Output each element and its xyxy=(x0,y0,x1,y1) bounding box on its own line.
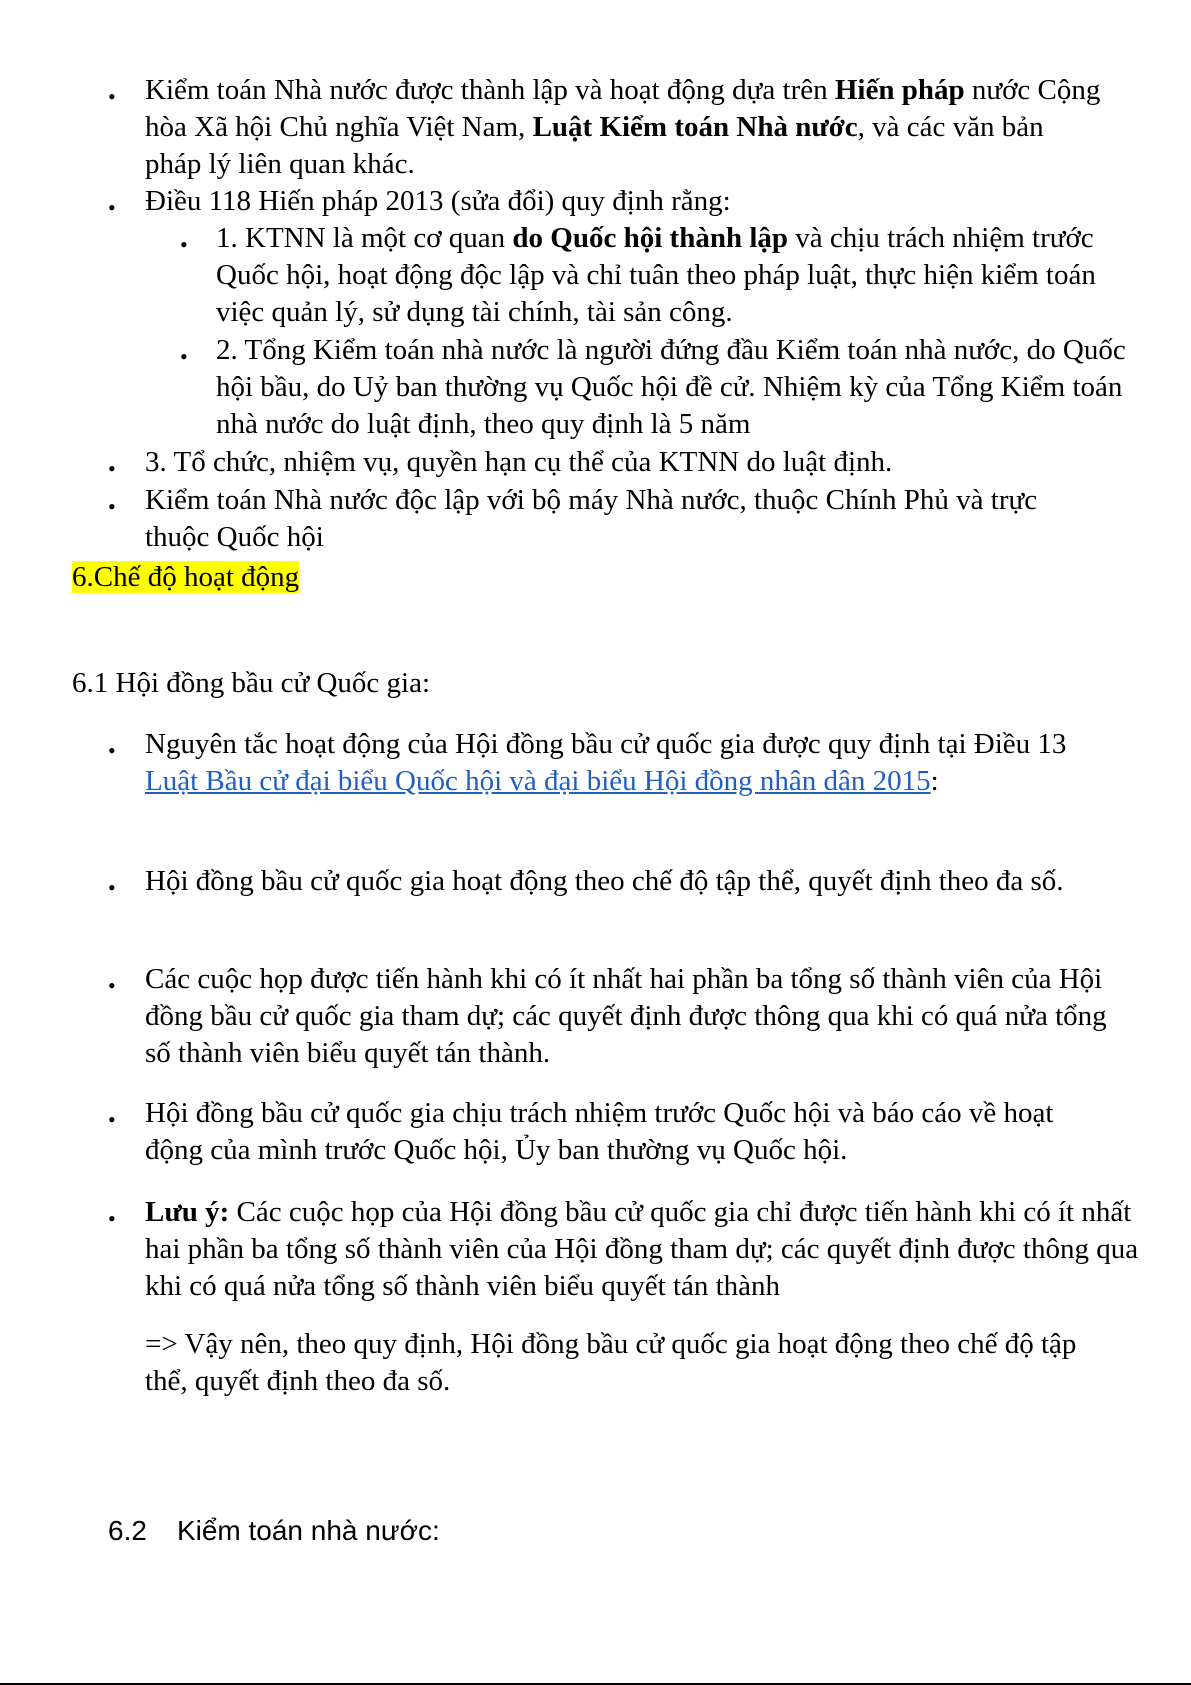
item-text: Nguyên tắc hoạt động của Hội đồng bầu cử quốc gia được quy định tại Điều 13 xyxy=(145,728,1067,760)
item-text: 1. KTNN là một cơ quan xyxy=(216,222,513,254)
list-item xyxy=(145,726,1085,800)
note-label: Lưu ý: xyxy=(145,1196,230,1228)
list-item xyxy=(145,1095,1105,1169)
law-link[interactable]: Luật Bầu cử đại biểu Quốc hội và đại biểu Hội đồng nhân dân 2015 xyxy=(145,765,931,797)
bullet-marker: • xyxy=(108,738,116,763)
list-item xyxy=(145,444,1105,481)
item-text: Điều 118 Hiến pháp 2013 (sửa đổi) quy định rằng: xyxy=(145,185,731,217)
sub-list-item xyxy=(216,220,1116,331)
section-heading xyxy=(72,559,299,596)
subsection-heading-6-2 xyxy=(108,1512,440,1549)
bold-text: Hiến pháp xyxy=(834,74,965,106)
conclusion-text: => Vậy nên, theo quy định, Hội đồng bầu cử quốc gia hoạt động theo chế độ tập thể, quyết định theo đa số. xyxy=(145,1328,1077,1397)
item-text: Kiểm toán Nhà nước độc lập với bộ máy Nhà nước, thuộc Chính Phủ và trực thuộc Quốc hội xyxy=(145,484,1038,553)
item-text: : xyxy=(930,765,939,797)
list-item xyxy=(145,863,1130,900)
bullet-marker: • xyxy=(108,875,116,900)
bullet-marker: • xyxy=(108,84,116,109)
item-text: Hội đồng bầu cử quốc gia chịu trách nhiệm trước Quốc hội và báo cáo về hoạt động của mình trước Quốc hội, Ủy ban thường vụ Quốc hội. xyxy=(145,1097,1054,1166)
item-text: và chịu trách nhiệm trước Quốc hội, hoạt động độc lập và chỉ tuân theo pháp luật, thực hiện kiểm toán việc quản lý, sử dụng tài chính, tài sản công. xyxy=(216,222,1096,328)
bullet-marker: • xyxy=(108,494,116,519)
bullet-marker: • xyxy=(108,456,116,481)
list-item xyxy=(145,961,1120,1072)
list-item xyxy=(145,1194,1145,1305)
bold-text: do Quốc hội thành lập xyxy=(512,222,789,254)
item-text: Hội đồng bầu cử quốc gia hoạt động theo chế độ tập thể, quyết định theo đa số. xyxy=(145,865,1064,897)
subsection-heading: 6.1 Hội đồng bầu cử Quốc gia: xyxy=(72,667,431,699)
bold-text: Luật Kiểm toán Nhà nước xyxy=(532,111,858,143)
list-item xyxy=(145,482,1085,556)
sub-list-item xyxy=(216,332,1131,443)
heading-number: 6.2 xyxy=(108,1515,147,1546)
sub-bullet-marker: • xyxy=(180,344,188,369)
bullet-marker: • xyxy=(108,973,116,998)
item-text: nước Cộng hòa Xã hội Chủ nghĩa Việt Nam, xyxy=(145,74,1101,143)
item-text: Kiểm toán Nhà nước được thành lập và hoạt động dựa trên xyxy=(145,74,835,106)
bullet-marker: • xyxy=(108,195,116,220)
bullet-marker: • xyxy=(108,1107,116,1132)
item-text: , và các văn bản pháp lý liên quan khác. xyxy=(145,111,1044,180)
item-text: 2. Tổng Kiểm toán nhà nước là người đứng đầu Kiểm toán nhà nước, do Quốc hội bầu, do Uỷ ban thường vụ Quốc hội đề cử. Nhiệm kỳ của Tổng Kiểm toán nhà nước do luật định, theo quy định là 5 năm xyxy=(216,334,1126,440)
list-item xyxy=(145,183,1105,220)
highlighted-heading: 6.Chế độ hoạt động xyxy=(72,561,300,593)
list-item xyxy=(145,72,1105,183)
item-text: Các cuộc họp của Hội đồng bầu cử quốc gia chỉ được tiến hành khi có ít nhất hai phần ba tổng số thành viên của Hội đồng tham dự; các quyết định được thông qua khi có quá nửa tổng số thành viên biểu quyết tán thành xyxy=(145,1196,1139,1302)
heading-title: Kiểm toán nhà nước: xyxy=(176,1515,440,1546)
item-text: 3. Tổ chức, nhiệm vụ, quyền hạn cụ thể của KTNN do luật định. xyxy=(145,446,893,478)
sub-bullet-marker: • xyxy=(180,232,188,257)
bullet-marker: • xyxy=(108,1206,116,1231)
item-text: Các cuộc họp được tiến hành khi có ít nhất hai phần ba tổng số thành viên của Hội đồng bầu cử quốc gia tham dự; các quyết định được thông qua khi có quá nửa tổng số thành viên biểu quyết tán thành. xyxy=(145,963,1107,1069)
